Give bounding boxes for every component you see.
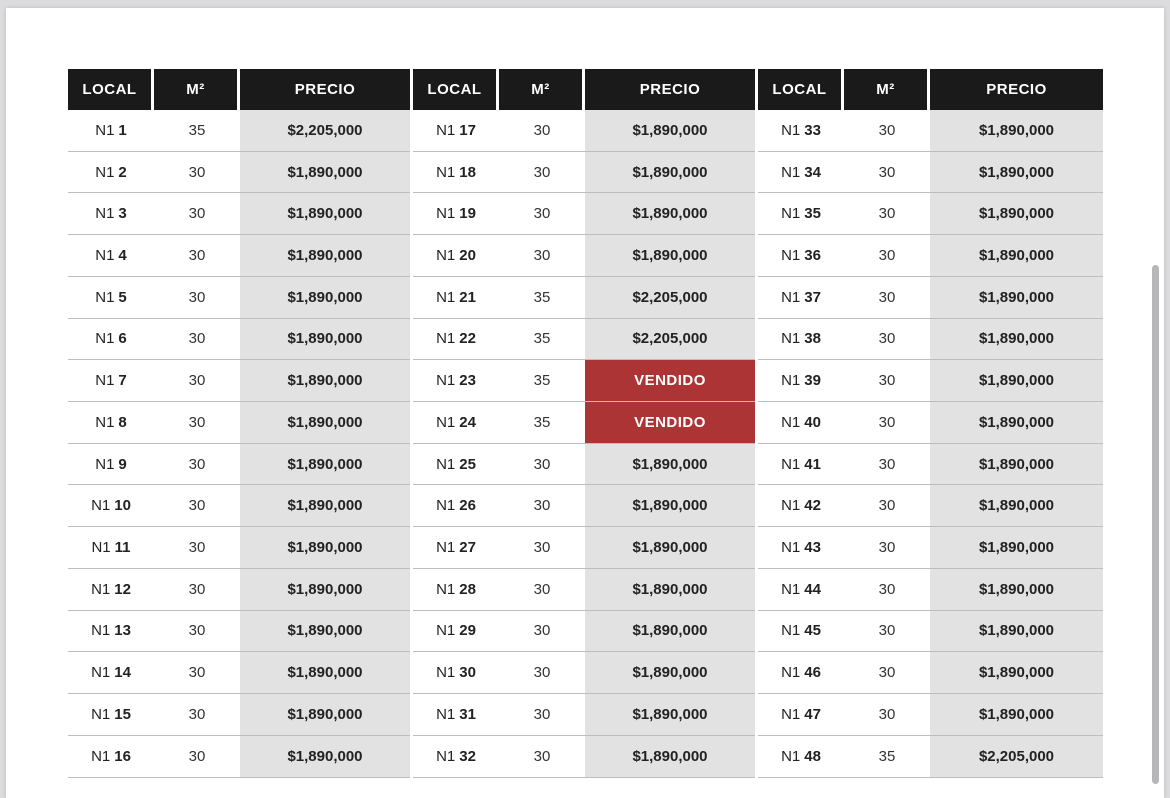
m2-cell: 30 — [499, 527, 585, 569]
m2-cell: 30 — [499, 611, 585, 653]
local-prefix: N1 — [91, 705, 111, 723]
price-cell: $1,890,000 — [240, 736, 410, 778]
local-number: 13 — [114, 622, 131, 640]
m2-cell: 30 — [154, 694, 240, 736]
price-cell: $1,890,000 — [930, 193, 1103, 235]
local-cell — [413, 319, 499, 361]
m2-cell: 30 — [844, 277, 930, 319]
price-cell: $2,205,000 — [585, 319, 755, 361]
m2-cell: 35 — [499, 319, 585, 361]
local-number: 46 — [804, 664, 821, 682]
local-number: 30 — [459, 664, 476, 682]
price-cell: $1,890,000 — [240, 402, 410, 444]
local-number: 14 — [114, 664, 131, 682]
m2-cell: 30 — [499, 235, 585, 277]
m2-cell: 30 — [154, 569, 240, 611]
m2-cell: 30 — [844, 694, 930, 736]
m2-cell: 30 — [499, 193, 585, 235]
local-prefix: N1 — [781, 372, 801, 390]
price-cell: $1,890,000 — [240, 319, 410, 361]
local-cell — [413, 527, 499, 569]
local-number: 22 — [459, 330, 476, 348]
m2-cell: 30 — [499, 152, 585, 194]
local-cell — [413, 360, 499, 402]
local-cell — [68, 235, 154, 277]
price-cell: $1,890,000 — [585, 235, 755, 277]
local-prefix: N1 — [95, 163, 115, 181]
local-prefix: N1 — [436, 705, 456, 723]
m2-cell: 30 — [154, 444, 240, 486]
m2-cell: 30 — [844, 402, 930, 444]
local-prefix: N1 — [436, 288, 456, 306]
local-cell — [758, 277, 844, 319]
price-cell: $1,890,000 — [930, 152, 1103, 194]
price-cell: $1,890,000 — [240, 569, 410, 611]
local-cell — [68, 277, 154, 319]
local-number: 4 — [118, 247, 127, 265]
price-cell: $1,890,000 — [930, 277, 1103, 319]
local-number: 9 — [118, 455, 127, 473]
local-prefix: N1 — [436, 247, 456, 265]
local-cell — [68, 652, 154, 694]
local-number: 35 — [804, 205, 821, 223]
local-prefix: N1 — [95, 413, 115, 431]
price-cell: $1,890,000 — [930, 319, 1103, 361]
sold-badge: VENDIDO — [585, 402, 755, 444]
local-prefix: N1 — [436, 580, 456, 598]
local-prefix: N1 — [436, 664, 456, 682]
local-cell — [68, 694, 154, 736]
local-number: 31 — [459, 705, 476, 723]
local-prefix: N1 — [781, 413, 801, 431]
m2-cell: 30 — [844, 652, 930, 694]
local-cell — [758, 193, 844, 235]
local-number: 21 — [459, 288, 476, 306]
m2-cell: 35 — [499, 360, 585, 402]
local-number: 45 — [804, 622, 821, 640]
local-prefix: N1 — [91, 664, 111, 682]
header-local: LOCAL — [413, 69, 496, 110]
local-number: 3 — [118, 205, 127, 223]
local-prefix: N1 — [781, 205, 801, 223]
m2-cell: 30 — [844, 360, 930, 402]
local-cell — [413, 444, 499, 486]
sold-badge: VENDIDO — [585, 360, 755, 402]
price-cell: $1,890,000 — [930, 360, 1103, 402]
m2-cell: 30 — [499, 736, 585, 778]
header-precio: PRECIO — [240, 69, 410, 110]
m2-cell: 30 — [154, 193, 240, 235]
local-prefix: N1 — [95, 121, 115, 139]
local-number: 34 — [804, 163, 821, 181]
local-prefix: N1 — [781, 580, 801, 598]
header-m2: M² — [844, 69, 927, 110]
local-prefix: N1 — [781, 330, 801, 348]
local-prefix: N1 — [95, 288, 115, 306]
price-cell: $1,890,000 — [930, 235, 1103, 277]
price-cell: $1,890,000 — [240, 527, 410, 569]
local-prefix: N1 — [436, 455, 456, 473]
local-cell — [68, 319, 154, 361]
local-prefix: N1 — [95, 455, 115, 473]
local-number: 29 — [459, 622, 476, 640]
m2-cell: 30 — [844, 110, 930, 152]
m2-cell: 30 — [844, 527, 930, 569]
local-cell — [68, 444, 154, 486]
local-number: 47 — [804, 705, 821, 723]
local-cell — [413, 569, 499, 611]
local-cell — [413, 152, 499, 194]
header-m2: M² — [154, 69, 237, 110]
price-cell: $1,890,000 — [585, 110, 755, 152]
price-cell: $1,890,000 — [240, 193, 410, 235]
m2-cell: 30 — [154, 235, 240, 277]
local-prefix: N1 — [436, 413, 456, 431]
local-number: 24 — [459, 413, 476, 431]
price-cell: $2,205,000 — [585, 277, 755, 319]
local-number: 16 — [114, 747, 131, 765]
local-prefix: N1 — [781, 497, 801, 515]
price-table — [68, 69, 1103, 778]
local-prefix: N1 — [95, 330, 115, 348]
local-prefix: N1 — [781, 705, 801, 723]
local-prefix: N1 — [781, 121, 801, 139]
local-number: 15 — [114, 705, 131, 723]
local-prefix: N1 — [781, 622, 801, 640]
price-cell: $1,890,000 — [585, 444, 755, 486]
local-cell — [758, 110, 844, 152]
local-cell — [68, 611, 154, 653]
local-prefix: N1 — [91, 497, 111, 515]
local-cell — [758, 152, 844, 194]
local-number: 48 — [804, 747, 821, 765]
local-number: 5 — [118, 288, 127, 306]
price-cell: $1,890,000 — [930, 527, 1103, 569]
local-prefix: N1 — [95, 205, 115, 223]
local-prefix: N1 — [95, 372, 115, 390]
m2-cell: 30 — [844, 485, 930, 527]
local-number: 38 — [804, 330, 821, 348]
local-prefix: N1 — [436, 121, 456, 139]
local-cell — [68, 360, 154, 402]
price-cell: $2,205,000 — [930, 736, 1103, 778]
m2-cell: 30 — [154, 527, 240, 569]
local-number: 8 — [118, 413, 127, 431]
m2-cell: 35 — [499, 402, 585, 444]
local-number: 42 — [804, 497, 821, 515]
header-local: LOCAL — [758, 69, 841, 110]
price-cell: $1,890,000 — [585, 152, 755, 194]
price-cell: $1,890,000 — [240, 360, 410, 402]
local-cell — [758, 485, 844, 527]
price-cell: $1,890,000 — [930, 402, 1103, 444]
price-cell: $1,890,000 — [240, 277, 410, 319]
local-prefix: N1 — [781, 747, 801, 765]
local-cell — [758, 360, 844, 402]
local-number: 6 — [118, 330, 127, 348]
local-number: 11 — [114, 539, 131, 557]
m2-cell: 30 — [154, 152, 240, 194]
local-cell — [758, 235, 844, 277]
m2-cell: 30 — [844, 569, 930, 611]
m2-cell: 30 — [499, 652, 585, 694]
m2-cell: 35 — [154, 110, 240, 152]
price-cell: $1,890,000 — [585, 193, 755, 235]
header-m2: M² — [499, 69, 582, 110]
local-cell — [758, 319, 844, 361]
price-cell: $1,890,000 — [930, 485, 1103, 527]
local-cell — [758, 527, 844, 569]
m2-cell: 30 — [154, 652, 240, 694]
local-cell — [413, 736, 499, 778]
local-cell — [413, 193, 499, 235]
price-cell: $1,890,000 — [930, 652, 1103, 694]
local-prefix: N1 — [436, 747, 456, 765]
document-page — [6, 8, 1164, 798]
m2-cell: 30 — [154, 360, 240, 402]
m2-cell: 35 — [499, 277, 585, 319]
local-prefix: N1 — [436, 539, 456, 557]
local-number: 27 — [459, 539, 476, 557]
local-number: 33 — [804, 121, 821, 139]
local-prefix: N1 — [781, 455, 801, 473]
price-cell: $1,890,000 — [585, 569, 755, 611]
local-prefix: N1 — [436, 330, 456, 348]
local-cell — [413, 277, 499, 319]
local-number: 40 — [804, 413, 821, 431]
price-cell: $1,890,000 — [585, 485, 755, 527]
local-number: 12 — [114, 580, 131, 598]
local-cell — [413, 652, 499, 694]
m2-cell: 30 — [154, 319, 240, 361]
local-number: 39 — [804, 372, 821, 390]
local-prefix: N1 — [91, 580, 111, 598]
price-cell: $1,890,000 — [930, 569, 1103, 611]
m2-cell: 30 — [154, 485, 240, 527]
price-cell: $1,890,000 — [930, 611, 1103, 653]
price-cell: $1,890,000 — [930, 444, 1103, 486]
price-cell: $1,890,000 — [240, 611, 410, 653]
local-cell — [413, 694, 499, 736]
local-number: 20 — [459, 247, 476, 265]
local-cell — [413, 485, 499, 527]
local-prefix: N1 — [436, 205, 456, 223]
local-prefix: N1 — [781, 163, 801, 181]
m2-cell: 30 — [844, 444, 930, 486]
local-number: 36 — [804, 247, 821, 265]
m2-cell: 30 — [154, 277, 240, 319]
m2-cell: 30 — [154, 736, 240, 778]
local-prefix: N1 — [436, 372, 456, 390]
local-prefix: N1 — [436, 622, 456, 640]
local-cell — [758, 444, 844, 486]
m2-cell: 30 — [499, 485, 585, 527]
m2-cell: 30 — [844, 611, 930, 653]
local-cell — [758, 736, 844, 778]
price-cell: $2,205,000 — [240, 110, 410, 152]
local-number: 2 — [118, 163, 127, 181]
m2-cell: 30 — [499, 569, 585, 611]
m2-cell: 30 — [844, 235, 930, 277]
local-number: 43 — [804, 539, 821, 557]
local-cell — [68, 736, 154, 778]
m2-cell: 30 — [154, 402, 240, 444]
local-number: 32 — [459, 747, 476, 765]
price-cell: $1,890,000 — [585, 611, 755, 653]
local-prefix: N1 — [91, 622, 111, 640]
local-number: 26 — [459, 497, 476, 515]
local-prefix: N1 — [781, 664, 801, 682]
scrollbar[interactable] — [1152, 265, 1159, 784]
m2-cell: 30 — [154, 611, 240, 653]
local-cell — [68, 152, 154, 194]
local-cell — [68, 485, 154, 527]
price-cell: $1,890,000 — [585, 527, 755, 569]
m2-cell: 30 — [499, 444, 585, 486]
local-cell — [758, 652, 844, 694]
local-prefix: N1 — [436, 163, 456, 181]
local-prefix: N1 — [781, 288, 801, 306]
local-cell — [68, 402, 154, 444]
local-cell — [68, 193, 154, 235]
price-cell: $1,890,000 — [240, 444, 410, 486]
m2-cell: 30 — [844, 319, 930, 361]
m2-cell: 30 — [844, 152, 930, 194]
m2-cell: 30 — [499, 110, 585, 152]
local-cell — [758, 611, 844, 653]
local-cell — [413, 611, 499, 653]
header-local: LOCAL — [68, 69, 151, 110]
local-prefix: N1 — [91, 747, 111, 765]
price-cell: $1,890,000 — [930, 694, 1103, 736]
price-cell: $1,890,000 — [240, 652, 410, 694]
local-cell — [68, 569, 154, 611]
local-cell — [413, 110, 499, 152]
price-cell: $1,890,000 — [240, 152, 410, 194]
local-number: 37 — [804, 288, 821, 306]
local-prefix: N1 — [91, 539, 111, 557]
price-cell: $1,890,000 — [240, 694, 410, 736]
local-prefix: N1 — [95, 247, 115, 265]
header-precio: PRECIO — [930, 69, 1103, 110]
local-number: 25 — [459, 455, 476, 473]
local-number: 1 — [118, 121, 127, 139]
m2-cell: 30 — [499, 694, 585, 736]
price-cell: $1,890,000 — [240, 235, 410, 277]
price-cell: $1,890,000 — [240, 485, 410, 527]
local-number: 10 — [114, 497, 131, 515]
local-cell — [413, 235, 499, 277]
local-number: 18 — [459, 163, 476, 181]
local-cell — [758, 569, 844, 611]
local-cell — [68, 527, 154, 569]
local-number: 44 — [804, 580, 821, 598]
local-cell — [68, 110, 154, 152]
local-prefix: N1 — [781, 247, 801, 265]
price-cell: $1,890,000 — [930, 110, 1103, 152]
local-cell — [758, 694, 844, 736]
header-precio: PRECIO — [585, 69, 755, 110]
local-number: 41 — [804, 455, 821, 473]
price-cell: $1,890,000 — [585, 652, 755, 694]
local-prefix: N1 — [436, 497, 456, 515]
price-cell: $1,890,000 — [585, 736, 755, 778]
local-number: 28 — [459, 580, 476, 598]
local-number: 17 — [459, 121, 476, 139]
local-number: 7 — [118, 372, 127, 390]
local-number: 23 — [459, 372, 476, 390]
m2-cell: 30 — [844, 193, 930, 235]
local-prefix: N1 — [781, 539, 801, 557]
local-cell — [758, 402, 844, 444]
local-number: 19 — [459, 205, 476, 223]
price-cell: $1,890,000 — [585, 694, 755, 736]
m2-cell: 35 — [844, 736, 930, 778]
local-cell — [413, 402, 499, 444]
